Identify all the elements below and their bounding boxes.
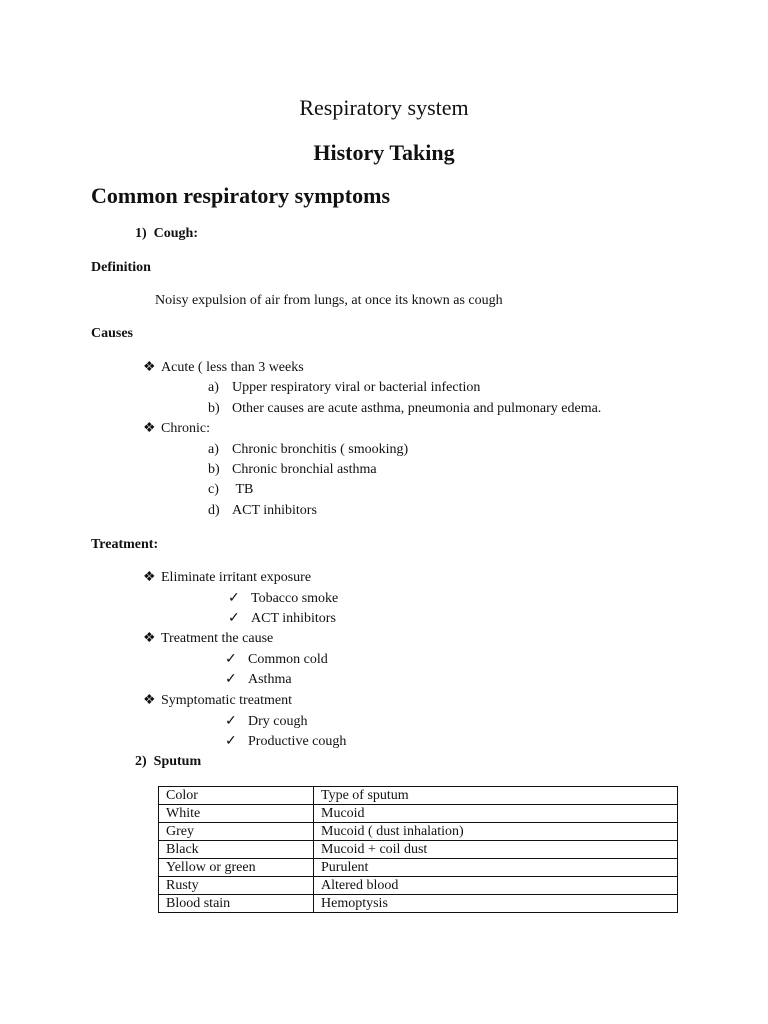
- treatment-item-label: Eliminate irritant exposure: [161, 570, 312, 585]
- table-row: [159, 805, 678, 823]
- checkmark-icon: ✓: [225, 672, 237, 687]
- table-row: [159, 859, 678, 877]
- check-item: [225, 673, 292, 687]
- table-cell: Altered blood: [314, 877, 678, 895]
- list-marker: a): [208, 442, 219, 457]
- table-cell: Mucoid: [314, 805, 678, 823]
- treatment-item-label: Treatment the cause: [161, 631, 274, 646]
- checkmark-icon: ✓: [225, 652, 237, 667]
- cough-heading: 1) Cough:: [135, 226, 199, 241]
- diamond-bullet-icon: ❖: [143, 570, 156, 585]
- list-item: [208, 402, 601, 416]
- treatment-item: [143, 571, 311, 585]
- table-cell: Yellow or green: [159, 859, 314, 877]
- table-cell: Hemoptysis: [314, 895, 678, 913]
- list-item: [208, 504, 317, 518]
- list-item: [208, 443, 408, 457]
- sputum-heading: 2) Sputum: [135, 754, 202, 769]
- checkmark-icon: ✓: [225, 734, 237, 749]
- list-marker: b): [208, 401, 220, 416]
- table-header-cell: Color: [159, 787, 314, 805]
- diamond-bullet-icon: ❖: [143, 631, 156, 646]
- list-marker: d): [208, 503, 220, 518]
- list-item-text: TB: [232, 482, 254, 497]
- checkmark-icon: ✓: [228, 611, 240, 626]
- check-item: [225, 735, 346, 749]
- diamond-bullet-icon: ❖: [143, 360, 156, 375]
- list-item: [208, 381, 480, 395]
- causes-label: Causes: [91, 326, 134, 341]
- treatment-item: [143, 694, 292, 708]
- document-title: Respiratory system: [299, 95, 469, 120]
- table-header-row: [159, 787, 678, 805]
- table-row: [159, 877, 678, 895]
- treatment-item: [143, 632, 273, 646]
- check-item-text: Productive cough: [248, 734, 347, 749]
- table-row: [159, 841, 678, 859]
- check-item: [225, 715, 308, 729]
- check-item-text: Tobacco smoke: [251, 591, 339, 606]
- acute-label: Acute ( less than 3 weeks: [161, 360, 304, 375]
- list-item: [208, 483, 253, 497]
- list-item-text: Other causes are acute asthma, pneumonia and pulmonary edema.: [232, 401, 602, 416]
- list-marker: b): [208, 462, 220, 477]
- table-header-cell: Type of sputum: [314, 787, 678, 805]
- table-cell: Black: [159, 841, 314, 859]
- table-cell: Blood stain: [159, 895, 314, 913]
- definition-label: Definition: [91, 260, 151, 275]
- treatment-item-label: Symptomatic treatment: [161, 693, 293, 708]
- list-item-text: Chronic bronchial asthma: [232, 462, 377, 477]
- table-cell: Rusty: [159, 877, 314, 895]
- table-row: [159, 823, 678, 841]
- list-marker: c): [208, 482, 219, 497]
- chronic-label: Chronic:: [161, 421, 210, 436]
- table-cell: Grey: [159, 823, 314, 841]
- check-item: [225, 653, 328, 667]
- diamond-bullet-icon: ❖: [143, 693, 156, 708]
- chronic-item: [143, 422, 210, 436]
- list-item-text: Chronic bronchitis ( smooking): [232, 442, 409, 457]
- list-item-text: Upper respiratory viral or bacterial infection: [232, 380, 481, 395]
- check-item-text: Common cold: [248, 652, 328, 667]
- check-item-text: ACT inhibitors: [251, 611, 336, 626]
- check-item: [228, 612, 336, 626]
- list-item-text: ACT inhibitors: [232, 503, 317, 518]
- document-subtitle: History Taking: [313, 140, 455, 165]
- check-item-text: Asthma: [248, 672, 292, 687]
- table-cell: Mucoid ( dust inhalation): [314, 823, 678, 841]
- checkmark-icon: ✓: [225, 714, 237, 729]
- sputum-table: [158, 786, 678, 913]
- checkmark-icon: ✓: [228, 591, 240, 606]
- table-cell: Purulent: [314, 859, 678, 877]
- table-cell: White: [159, 805, 314, 823]
- table-cell: Mucoid + coil dust: [314, 841, 678, 859]
- table-row: [159, 895, 678, 913]
- check-item: [228, 592, 338, 606]
- diamond-bullet-icon: ❖: [143, 421, 156, 436]
- list-item: [208, 463, 377, 477]
- treatment-label: Treatment:: [91, 537, 159, 552]
- acute-item: [143, 361, 304, 375]
- definition-text: Noisy expulsion of air from lungs, at once its known as cough: [155, 293, 503, 308]
- section-heading: Common respiratory symptoms: [91, 183, 391, 208]
- list-marker: a): [208, 380, 219, 395]
- check-item-text: Dry cough: [248, 714, 308, 729]
